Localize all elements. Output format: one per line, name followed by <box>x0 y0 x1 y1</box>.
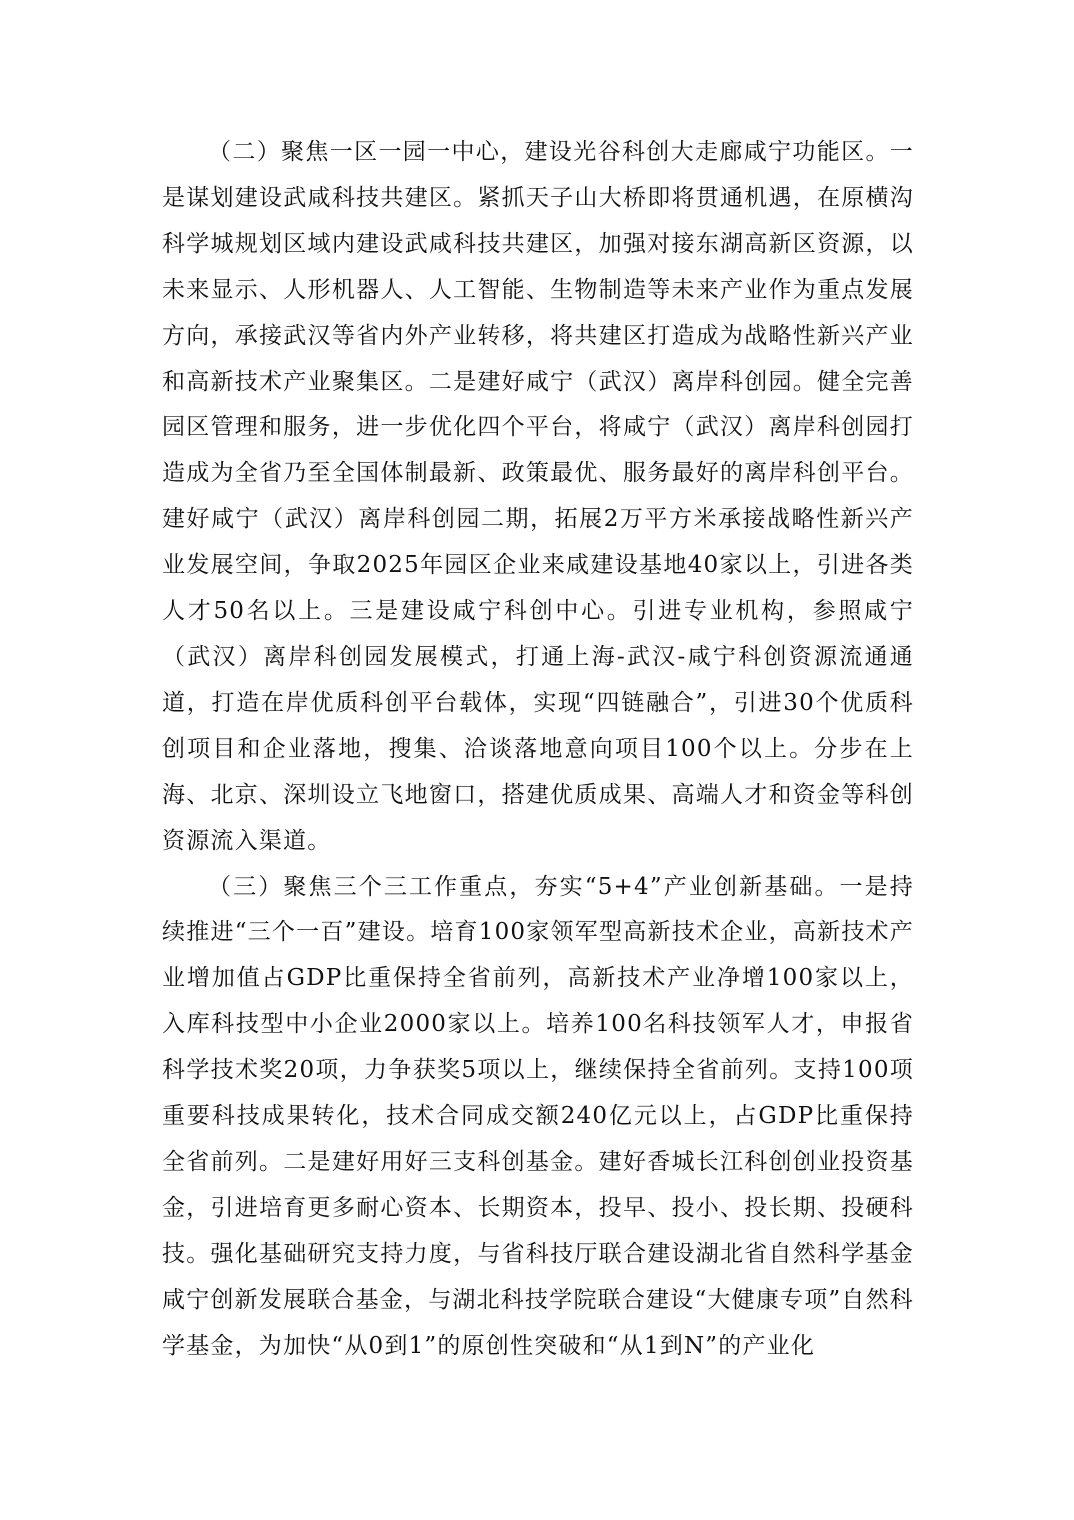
paragraph-section-three: （三）聚焦三个三工作重点，夯实“5+4”产业创新基础。一是持续推进“三个一百”建设。培育100家领军型高新技术企业，高新技术产业增加值占GDP比重保持全省前列，高新技术产业净增100家以上，入库科技型中小企业2000家以上。培养100名科技领军人才，申报省科学技术奖20项，力争获奖5项以上，继续保持全省前列。支持100项重要科技成果转化，技术合同成交额240亿元以上，占GDP比重保持全省前列。二是建好用好三支科创基金。建好香城长江科创创业投资基金，引进培育更多耐心资本、长期资本，投早、投小、投长期、投硬科技。强化基础研究支持力度，与省科技厅联合建设湖北省自然科学基金咸宁创新发展联合基金，与湖北科技学院联合建设“大健康专项”自然科学基金，为加快“从0到1”的原创性突破和“从1到N”的产业化 <box>162 873 914 1359</box>
document-body <box>162 130 914 1369</box>
paragraph-section-two: （二）聚焦一区一园一中心，建设光谷科创大走廊咸宁功能区。一是谋划建设武咸科技共建区。紧抓天子山大桥即将贯通机遇，在原横沟科学城规划区域内建设武咸科技共建区，加强对接东湖高新区资源，以未来显示、人形机器人、人工智能、生物制造等未来产业作为重点发展方向，承接武汉等省内外产业转移，将共建区打造成为战略性新兴产业和高新技术产业聚集区。二是建好咸宁（武汉）离岸科创园。健全完善园区管理和服务，进一步优化四个平台，将咸宁（武汉）离岸科创园打造成为全省乃至全国体制最新、政策最优、服务最好的离岸科创平台。建好咸宁（武汉）离岸科创园二期，拓展2万平方米承接战略性新兴产业发展空间，争取2025年园区企业来咸建设基地40家以上，引进各类人才50名以上。三是建设咸宁科创中心。引进专业机构，参照咸宁（武汉）离岸科创园发展模式，打通上海-武汉-咸宁科创资源流通通道，打造在岸优质科创平台载体，实现“四链融合”，引进30个优质科创项目和企业落地，搜集、洽谈落地意向项目100个以上。分步在上海、北京、深圳设立飞地窗口，搭建优质成果、高端人才和资金等科创资源流入渠道。 <box>162 139 914 854</box>
